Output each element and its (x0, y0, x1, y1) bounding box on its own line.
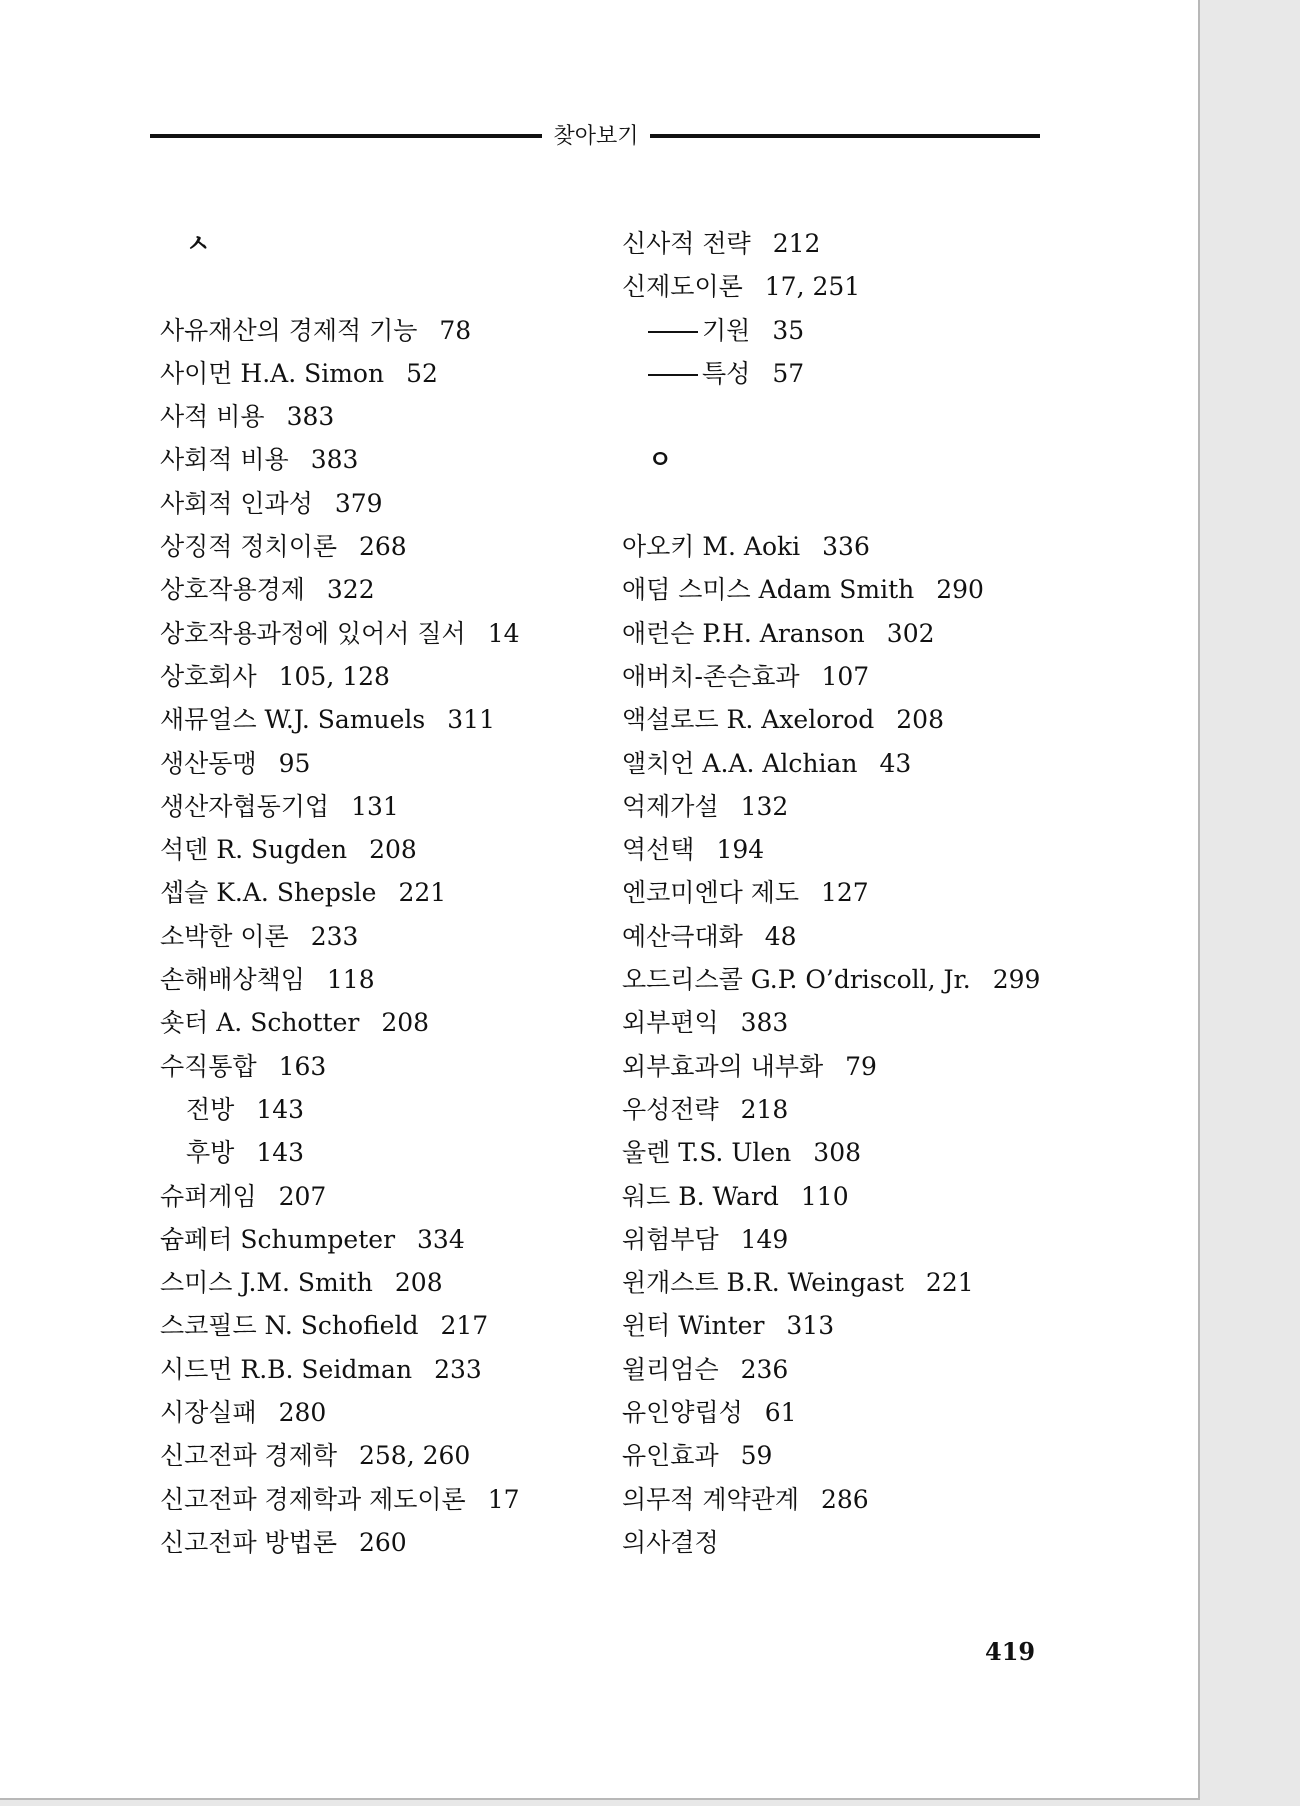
entry-term: 상호회사 (160, 661, 257, 691)
entry-pages: 207 (278, 1181, 327, 1211)
entry-term: 위험부담 (622, 1224, 719, 1254)
entry-term: 신고전파 경제학 (160, 1441, 337, 1471)
entry-pages: 61 (764, 1398, 797, 1428)
index-entry (160, 568, 600, 611)
entry-term: 우성전략 (622, 1094, 719, 1124)
index-entry (160, 1261, 600, 1304)
entry-term: 예산극대화 (622, 921, 743, 951)
entry-term: 슈퍼게임 (160, 1181, 257, 1211)
index-entry (160, 915, 600, 958)
index-entry (160, 1521, 600, 1564)
entry-pages: 48 (764, 921, 797, 951)
header-rule-left (150, 134, 542, 138)
entry-pages: 268 (359, 532, 407, 562)
index-entry (622, 915, 1042, 958)
entry-term: 엔코미엔다 제도 (622, 878, 799, 908)
index-entry (622, 1434, 1042, 1477)
header-title: 찾아보기 (553, 124, 639, 149)
index-column-right (622, 222, 1042, 1564)
index-entry (160, 612, 600, 655)
entry-pages: 110 (800, 1181, 849, 1211)
index-subentry (160, 1131, 600, 1174)
index-subentry (160, 1088, 600, 1131)
entry-term: 시장실패 (160, 1398, 257, 1428)
entry-pages: 280 (278, 1398, 327, 1428)
entry-pages: 95 (278, 748, 311, 778)
entry-term: 애런슨 P.H. Aranson (622, 618, 865, 648)
entry-term: 신고전파 경제학과 제도이론 (160, 1484, 466, 1514)
entry-term: 애덤 스미스 Adam Smith (622, 575, 915, 605)
index-entry (160, 395, 600, 438)
entry-pages: 132 (740, 791, 789, 821)
entry-pages: 308 (813, 1138, 862, 1168)
index-entry (160, 1478, 600, 1521)
index-entry (622, 958, 1042, 1001)
entry-term: 의사결정 (622, 1527, 719, 1557)
index-entry (160, 742, 600, 785)
entry-term: 액설로드 R. Axelorod (622, 705, 875, 735)
entry-term: 워드 B. Ward (622, 1181, 779, 1211)
index-entry (160, 1434, 600, 1477)
entry-term: 울렌 T.S. Ulen (622, 1138, 792, 1168)
entry-pages: 260 (359, 1527, 407, 1557)
entry-pages: 236 (740, 1354, 789, 1384)
entry-pages: 163 (278, 1051, 327, 1081)
index-entry (622, 568, 1042, 611)
index-spacer (160, 265, 600, 308)
entry-pages: 286 (821, 1484, 869, 1514)
running-header (150, 115, 1040, 155)
entry-term: 윌리엄슨 (622, 1354, 719, 1384)
index-entry (160, 482, 600, 525)
entry-pages: 311 (447, 705, 495, 735)
entry-pages: 127 (821, 878, 869, 908)
entry-term: 생산동맹 (160, 748, 257, 778)
index-section-heading (160, 222, 600, 265)
header-rule-right (650, 134, 1040, 138)
entry-term: 생산자협동기업 (160, 791, 330, 821)
entry-pages: 233 (310, 921, 359, 951)
index-entry (160, 1175, 600, 1218)
entry-pages: 208 (896, 705, 944, 735)
entry-pages: 43 (879, 748, 912, 778)
entry-term: 사이먼 H.A. Simon (160, 358, 385, 388)
entry-pages: 105, 128 (278, 661, 390, 691)
entry-term: 슘페터 Schumpeter (160, 1224, 396, 1254)
entry-term: 오드리스콜 G.P. O’driscoll, Jr. (622, 965, 971, 995)
index-entry (622, 1088, 1042, 1131)
entry-pages: 118 (326, 965, 375, 995)
dash-mark (648, 331, 698, 333)
index-subentry (622, 309, 1042, 352)
entry-pages: 14 (487, 618, 520, 648)
entry-term: 숏터 A. Schotter (160, 1008, 360, 1038)
entry-term: 상호작용과정에 있어서 질서 (160, 618, 466, 648)
entry-pages: 334 (417, 1224, 465, 1254)
entry-pages: 107 (821, 661, 870, 691)
entry-pages: 143 (256, 1138, 305, 1168)
entry-term: 석덴 R. Sugden (160, 835, 348, 865)
index-entry (622, 1175, 1042, 1218)
entry-term: 사회적 인과성 (160, 488, 313, 518)
entry-term: 역선택 (622, 835, 695, 865)
index-section-heading (622, 438, 1042, 481)
entry-term: 스코필드 N. Schofield (160, 1311, 419, 1341)
entry-term: 전방 (186, 1094, 235, 1124)
entry-term: 새뮤얼스 W.J. Samuels (160, 705, 426, 735)
entry-pages: 78 (439, 315, 472, 345)
entry-term: 사적 비용 (160, 402, 265, 432)
index-entry (622, 1001, 1042, 1044)
entry-term: 애버치-존슨효과 (622, 661, 800, 691)
entry-term: 유인효과 (622, 1441, 719, 1471)
index-entry (160, 1348, 600, 1391)
entry-pages: 59 (740, 1441, 773, 1471)
entry-term: 유인양립성 (622, 1398, 743, 1428)
entry-pages: 194 (716, 835, 765, 865)
index-entry (622, 828, 1042, 871)
index-entry (622, 1348, 1042, 1391)
entry-term: 사유재산의 경제적 기능 (160, 315, 418, 345)
entry-term: 억제가설 (622, 791, 719, 821)
entry-pages: 322 (326, 575, 375, 605)
entry-term: 신고전파 방법론 (160, 1527, 337, 1557)
entry-pages: 221 (925, 1268, 974, 1298)
entry-pages: 208 (394, 1268, 443, 1298)
entry-pages: 383 (740, 1008, 789, 1038)
entry-pages: 383 (310, 445, 359, 475)
index-entry (622, 1478, 1042, 1521)
entry-pages: 52 (406, 358, 438, 388)
entry-term: 기원 (702, 315, 751, 345)
index-entry (160, 1391, 600, 1434)
index-entry (160, 828, 600, 871)
entry-term: 앨치언 A.A. Alchian (622, 748, 858, 778)
index-entry (622, 1131, 1042, 1174)
index-entry (160, 655, 600, 698)
index-entry (622, 698, 1042, 741)
page-number: 419 (985, 1637, 1036, 1666)
entry-pages: 149 (740, 1224, 789, 1254)
index-entry (622, 222, 1042, 265)
entry-term: 스미스 J.M. Smith (160, 1268, 373, 1298)
index-entry (622, 655, 1042, 698)
entry-pages: 143 (256, 1094, 305, 1124)
index-entry (622, 785, 1042, 828)
index-entry (622, 1391, 1042, 1434)
index-column-left (160, 222, 600, 1564)
index-entry (622, 1521, 1042, 1564)
index-entry (160, 309, 600, 352)
entry-pages: 218 (740, 1094, 789, 1124)
entry-term: 손해배상책임 (160, 965, 305, 995)
index-entry (160, 1001, 600, 1044)
index-entry (622, 525, 1042, 568)
index-entry (160, 352, 600, 395)
entry-pages: 290 (936, 575, 984, 605)
index-entry (622, 265, 1042, 308)
index-entry (160, 525, 600, 568)
entry-term: 의무적 계약관계 (622, 1484, 799, 1514)
entry-pages: 79 (845, 1051, 877, 1081)
index-entry (160, 785, 600, 828)
entry-term: 윈개스트 B.R. Weingast (622, 1268, 904, 1298)
entry-pages: 233 (434, 1354, 482, 1384)
section-letter: ㅅ (186, 229, 211, 258)
entry-pages: 208 (369, 835, 417, 865)
index-entry (622, 1218, 1042, 1261)
entry-term: 시드먼 R.B. Seidman (160, 1354, 413, 1384)
entry-pages: 258, 260 (359, 1441, 471, 1471)
entry-term: 특성 (702, 358, 751, 388)
section-letter: ㅇ (648, 445, 673, 475)
entry-pages: 379 (334, 488, 383, 518)
index-spacer (622, 482, 1042, 525)
index-entry (622, 1261, 1042, 1304)
entry-pages: 131 (351, 791, 399, 821)
entry-pages: 221 (398, 878, 447, 908)
entry-term: 소박한 이론 (160, 921, 289, 951)
entry-pages: 313 (786, 1311, 835, 1341)
entry-pages: 336 (822, 532, 870, 562)
entry-pages: 302 (886, 618, 935, 648)
entry-term: 외부편익 (622, 1008, 719, 1038)
entry-term: 신사적 전략 (622, 229, 751, 258)
dash-mark (648, 374, 698, 376)
entry-term: 수직통합 (160, 1051, 257, 1081)
entry-term: 상호작용경제 (160, 575, 305, 605)
index-entry (622, 612, 1042, 655)
entry-pages: 217 (440, 1311, 489, 1341)
entry-pages: 35 (772, 315, 805, 345)
entry-term: 사회적 비용 (160, 445, 289, 475)
index-spacer (622, 395, 1042, 438)
index-entry (160, 1218, 600, 1261)
entry-term: 외부효과의 내부화 (622, 1051, 824, 1081)
entry-term: 아오키 M. Aoki (622, 532, 801, 562)
entry-term: 후방 (186, 1138, 235, 1168)
entry-pages: 17, 251 (764, 272, 861, 302)
index-entry (622, 871, 1042, 914)
entry-pages: 57 (772, 358, 805, 388)
index-subentry (622, 352, 1042, 395)
entry-pages: 208 (381, 1008, 430, 1038)
entry-term: 윈터 Winter (622, 1311, 765, 1341)
entry-pages: 383 (286, 402, 335, 432)
index-entry (160, 1045, 600, 1088)
index-entry (160, 1304, 600, 1347)
index-entry (160, 958, 600, 1001)
entry-term: 셉슬 K.A. Shepsle (160, 878, 377, 908)
entry-pages: 212 (772, 229, 821, 258)
index-entry (160, 698, 600, 741)
entry-term: 신제도이론 (622, 272, 743, 302)
index-entry (160, 438, 600, 481)
entry-term: 상징적 정치이론 (160, 532, 337, 562)
entry-pages: 299 (992, 965, 1041, 995)
index-entry (622, 1045, 1042, 1088)
index-entry (622, 1304, 1042, 1347)
index-entry (160, 871, 600, 914)
entry-pages: 17 (487, 1484, 520, 1514)
index-entry (622, 742, 1042, 785)
